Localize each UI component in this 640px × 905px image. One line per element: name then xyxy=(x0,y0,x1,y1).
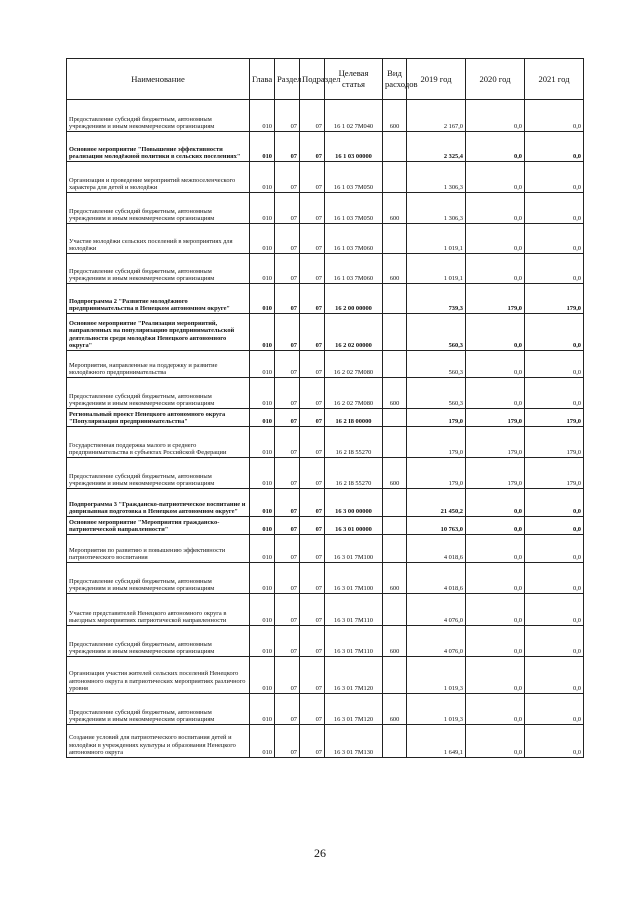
cell-glava: 010 xyxy=(250,378,275,409)
cell-name: Предоставление субсидий бюджетным, автономным учреждениям и иным некоммерческим организациям xyxy=(67,254,250,284)
table-row xyxy=(67,100,584,132)
cell-y2020: 0,0 xyxy=(466,314,525,351)
cell-podrazdel: 07 xyxy=(300,132,325,162)
cell-name: Предоставление субсидий бюджетным, автономным учреждениям и иным некоммерческим организациям xyxy=(67,694,250,725)
cell-vid xyxy=(383,284,407,314)
cell-y2020: 0,0 xyxy=(466,193,525,224)
cell-vid xyxy=(383,489,407,517)
cell-vid xyxy=(383,162,407,193)
cell-y2020: 0,0 xyxy=(466,132,525,162)
cell-vid: 600 xyxy=(383,694,407,725)
cell-name: Региональный проект Ненецкого автономного округа "Популяризация предпринимательства" xyxy=(67,409,250,427)
cell-name: Организация участия жителей сельских поселений Ненецкого автономного округа в патриотических мероприятиях различного уровня xyxy=(67,657,250,694)
cell-y2019: 2 325,4 xyxy=(407,132,466,162)
cell-y2020: 0,0 xyxy=(466,563,525,594)
cell-glava: 010 xyxy=(250,284,275,314)
cell-razdel: 07 xyxy=(275,489,300,517)
table-row xyxy=(67,409,584,427)
cell-name: Предоставление субсидий бюджетным, автономным учреждениям и иным некоммерческим организациям xyxy=(67,378,250,409)
cell-glava: 010 xyxy=(250,694,275,725)
cell-y2019: 179,0 xyxy=(407,409,466,427)
table-row xyxy=(67,132,584,162)
table-row xyxy=(67,162,584,193)
header-2021: 2021 год xyxy=(525,59,584,100)
cell-razdel: 07 xyxy=(275,725,300,758)
cell-glava: 010 xyxy=(250,458,275,489)
cell-glava: 010 xyxy=(250,657,275,694)
cell-y2021: 0,0 xyxy=(525,378,584,409)
cell-y2020: 0,0 xyxy=(466,100,525,132)
header-glava: Глава xyxy=(250,59,275,100)
cell-podrazdel: 07 xyxy=(300,224,325,254)
cell-y2020: 0,0 xyxy=(466,351,525,378)
cell-vid: 600 xyxy=(383,563,407,594)
header-2019: 2019 год xyxy=(407,59,466,100)
cell-y2021: 0,0 xyxy=(525,594,584,626)
cell-target: 16 3 01 7М120 xyxy=(325,657,383,694)
cell-razdel: 07 xyxy=(275,458,300,489)
cell-razdel: 07 xyxy=(275,162,300,193)
cell-y2019: 1 649,1 xyxy=(407,725,466,758)
cell-y2021: 0,0 xyxy=(525,224,584,254)
cell-vid: 600 xyxy=(383,626,407,657)
cell-y2020: 0,0 xyxy=(466,378,525,409)
cell-glava: 010 xyxy=(250,535,275,563)
cell-target: 16 2 I8 55270 xyxy=(325,458,383,489)
cell-y2019: 1 019,3 xyxy=(407,694,466,725)
cell-target: 16 3 01 7М130 xyxy=(325,725,383,758)
cell-y2020: 0,0 xyxy=(466,489,525,517)
cell-y2021: 0,0 xyxy=(525,314,584,351)
cell-podrazdel: 07 xyxy=(300,284,325,314)
cell-vid: 600 xyxy=(383,458,407,489)
cell-y2019: 560,3 xyxy=(407,351,466,378)
cell-vid xyxy=(383,314,407,351)
table-row xyxy=(67,378,584,409)
cell-y2019: 739,3 xyxy=(407,284,466,314)
cell-vid xyxy=(383,594,407,626)
cell-podrazdel: 07 xyxy=(300,427,325,458)
cell-name: Подпрограмма 3 "Гражданско-патриотическое воспитание и допризывная подготовка в Ненецком автономном округе" xyxy=(67,489,250,517)
cell-y2021: 179,0 xyxy=(525,284,584,314)
cell-vid xyxy=(383,351,407,378)
cell-target: 16 2 02 7М080 xyxy=(325,378,383,409)
cell-name: Предоставление субсидий бюджетным, автономным учреждениям и иным некоммерческим организациям xyxy=(67,458,250,489)
table-row xyxy=(67,694,584,725)
table-row xyxy=(67,626,584,657)
cell-target: 16 1 03 00000 xyxy=(325,132,383,162)
cell-podrazdel: 07 xyxy=(300,517,325,535)
cell-name: Подпрограмма 2 "Развитие молодёжного предпринимательства в Ненецком автономном округе" xyxy=(67,284,250,314)
table-row xyxy=(67,517,584,535)
table-row xyxy=(67,535,584,563)
cell-name: Предоставление субсидий бюджетным, автономным учреждениям и иным некоммерческим организациям xyxy=(67,193,250,224)
cell-glava: 010 xyxy=(250,409,275,427)
cell-name: Основное мероприятие "Мероприятия гражданско-патриотической направленности" xyxy=(67,517,250,535)
cell-glava: 010 xyxy=(250,489,275,517)
cell-razdel: 07 xyxy=(275,517,300,535)
header-podrazdel: Подраздел xyxy=(300,59,325,100)
cell-target: 16 1 03 7М060 xyxy=(325,224,383,254)
cell-name: Государственная поддержка малого и среднего предпринимательства в субъектах Российской Федерации xyxy=(67,427,250,458)
cell-podrazdel: 07 xyxy=(300,100,325,132)
cell-podrazdel: 07 xyxy=(300,458,325,489)
cell-podrazdel: 07 xyxy=(300,535,325,563)
cell-y2021: 0,0 xyxy=(525,517,584,535)
cell-y2021: 0,0 xyxy=(525,351,584,378)
cell-podrazdel: 07 xyxy=(300,657,325,694)
cell-razdel: 07 xyxy=(275,351,300,378)
cell-y2019: 560,3 xyxy=(407,314,466,351)
cell-razdel: 07 xyxy=(275,100,300,132)
cell-razdel: 07 xyxy=(275,284,300,314)
header-target: Целевая статья xyxy=(325,59,383,100)
cell-y2019: 1 019,1 xyxy=(407,254,466,284)
cell-podrazdel: 07 xyxy=(300,378,325,409)
cell-y2021: 0,0 xyxy=(525,535,584,563)
cell-glava: 010 xyxy=(250,314,275,351)
cell-glava: 010 xyxy=(250,162,275,193)
cell-glava: 010 xyxy=(250,594,275,626)
cell-vid: 600 xyxy=(383,100,407,132)
cell-target: 16 3 01 7М120 xyxy=(325,694,383,725)
cell-glava: 010 xyxy=(250,427,275,458)
cell-razdel: 07 xyxy=(275,132,300,162)
cell-y2020: 0,0 xyxy=(466,535,525,563)
cell-vid xyxy=(383,657,407,694)
cell-target: 16 2 I8 00000 xyxy=(325,409,383,427)
cell-vid xyxy=(383,427,407,458)
cell-y2020: 0,0 xyxy=(466,657,525,694)
cell-target: 16 2 I8 55270 xyxy=(325,427,383,458)
cell-vid xyxy=(383,535,407,563)
cell-glava: 010 xyxy=(250,132,275,162)
cell-vid: 600 xyxy=(383,193,407,224)
table-row xyxy=(67,657,584,694)
header-2020: 2020 год xyxy=(466,59,525,100)
cell-glava: 010 xyxy=(250,563,275,594)
cell-y2021: 0,0 xyxy=(525,162,584,193)
cell-razdel: 07 xyxy=(275,409,300,427)
cell-razdel: 07 xyxy=(275,694,300,725)
table-row xyxy=(67,725,584,758)
cell-target: 16 2 02 00000 xyxy=(325,314,383,351)
cell-y2019: 560,3 xyxy=(407,378,466,409)
cell-target: 16 1 03 7М050 xyxy=(325,162,383,193)
table-row xyxy=(67,254,584,284)
cell-y2019: 21 450,2 xyxy=(407,489,466,517)
cell-target: 16 2 02 7М080 xyxy=(325,351,383,378)
cell-y2020: 0,0 xyxy=(466,626,525,657)
cell-target: 16 3 01 7М100 xyxy=(325,563,383,594)
cell-name: Предоставление субсидий бюджетным, автономным учреждениям и иным некоммерческим организациям xyxy=(67,626,250,657)
cell-glava: 010 xyxy=(250,351,275,378)
cell-podrazdel: 07 xyxy=(300,626,325,657)
cell-y2019: 1 019,1 xyxy=(407,224,466,254)
budget-table-page xyxy=(66,58,583,758)
cell-target: 16 3 01 00000 xyxy=(325,517,383,535)
cell-podrazdel: 07 xyxy=(300,694,325,725)
cell-vid: 600 xyxy=(383,254,407,284)
header-name: Наименование xyxy=(67,59,250,100)
cell-y2019: 1 019,3 xyxy=(407,657,466,694)
cell-y2021: 0,0 xyxy=(525,254,584,284)
cell-target: 16 2 00 00000 xyxy=(325,284,383,314)
table-row xyxy=(67,284,584,314)
cell-y2021: 0,0 xyxy=(525,725,584,758)
cell-name: Основное мероприятие "Реализация мероприятий, направленных на популяризацию предпринимательской деятельности среди молодёжи Ненецкого автономного округа" xyxy=(67,314,250,351)
page-number: 26 xyxy=(314,846,326,860)
cell-y2021: 0,0 xyxy=(525,132,584,162)
cell-razdel: 07 xyxy=(275,535,300,563)
table-header-row xyxy=(67,59,584,100)
table-row xyxy=(67,489,584,517)
cell-glava: 010 xyxy=(250,725,275,758)
cell-podrazdel: 07 xyxy=(300,563,325,594)
cell-y2019: 179,0 xyxy=(407,458,466,489)
cell-y2021: 0,0 xyxy=(525,193,584,224)
cell-y2021: 179,0 xyxy=(525,458,584,489)
cell-glava: 010 xyxy=(250,193,275,224)
cell-podrazdel: 07 xyxy=(300,351,325,378)
cell-name: Создание условий для патриотического воспитания детей и молодёжи в учреждениях культуры и образования Ненецкого автономного округа xyxy=(67,725,250,758)
cell-razdel: 07 xyxy=(275,193,300,224)
cell-name: Мероприятия по развитию и повышению эффективности патриотического воспитания xyxy=(67,535,250,563)
cell-y2021: 0,0 xyxy=(525,694,584,725)
cell-name: Организация и проведение мероприятий межпоселенческого характера для детей и молодёжи xyxy=(67,162,250,193)
cell-vid xyxy=(383,725,407,758)
cell-razdel: 07 xyxy=(275,657,300,694)
cell-y2021: 0,0 xyxy=(525,657,584,694)
cell-vid: 600 xyxy=(383,378,407,409)
table-row xyxy=(67,193,584,224)
cell-y2020: 0,0 xyxy=(466,224,525,254)
cell-y2020: 0,0 xyxy=(466,517,525,535)
cell-y2020: 0,0 xyxy=(466,254,525,284)
cell-podrazdel: 07 xyxy=(300,254,325,284)
cell-podrazdel: 07 xyxy=(300,314,325,351)
budget-table xyxy=(66,58,584,758)
cell-glava: 010 xyxy=(250,100,275,132)
cell-name: Участие молодёжи сельских поселений в мероприятиях для молодёжи xyxy=(67,224,250,254)
cell-y2020: 179,0 xyxy=(466,284,525,314)
table-row xyxy=(67,427,584,458)
cell-razdel: 07 xyxy=(275,378,300,409)
cell-y2021: 0,0 xyxy=(525,626,584,657)
cell-podrazdel: 07 xyxy=(300,594,325,626)
cell-podrazdel: 07 xyxy=(300,725,325,758)
table-row xyxy=(67,224,584,254)
header-vid: Вид расходов xyxy=(383,59,407,100)
cell-y2021: 179,0 xyxy=(525,409,584,427)
cell-razdel: 07 xyxy=(275,224,300,254)
cell-y2019: 2 167,0 xyxy=(407,100,466,132)
table-body xyxy=(67,100,584,758)
cell-name: Предоставление субсидий бюджетным, автономным учреждениям и иным некоммерческим организациям xyxy=(67,100,250,132)
cell-vid xyxy=(383,409,407,427)
cell-target: 16 3 00 00000 xyxy=(325,489,383,517)
cell-y2020: 179,0 xyxy=(466,409,525,427)
cell-razdel: 07 xyxy=(275,254,300,284)
cell-target: 16 3 01 7М110 xyxy=(325,626,383,657)
cell-target: 16 1 02 7М040 xyxy=(325,100,383,132)
table-row xyxy=(67,351,584,378)
cell-name: Предоставление субсидий бюджетным, автономным учреждениям и иным некоммерческим организациям xyxy=(67,563,250,594)
cell-y2020: 179,0 xyxy=(466,427,525,458)
cell-glava: 010 xyxy=(250,517,275,535)
cell-podrazdel: 07 xyxy=(300,409,325,427)
cell-y2019: 4 076,0 xyxy=(407,594,466,626)
cell-podrazdel: 07 xyxy=(300,193,325,224)
cell-y2019: 4 076,0 xyxy=(407,626,466,657)
cell-target: 16 1 03 7М050 xyxy=(325,193,383,224)
table-row xyxy=(67,314,584,351)
cell-razdel: 07 xyxy=(275,594,300,626)
cell-y2020: 0,0 xyxy=(466,694,525,725)
cell-y2019: 4 018,6 xyxy=(407,563,466,594)
table-row xyxy=(67,458,584,489)
cell-vid xyxy=(383,517,407,535)
cell-target: 16 1 03 7М060 xyxy=(325,254,383,284)
cell-razdel: 07 xyxy=(275,427,300,458)
cell-name: Основное мероприятие "Повышение эффективности реализации молодёжной политики в сельских поселениях" xyxy=(67,132,250,162)
cell-name: Мероприятия, направленные на поддержку и развитие молодёжного предпринимательства xyxy=(67,351,250,378)
cell-y2019: 1 306,3 xyxy=(407,193,466,224)
cell-glava: 010 xyxy=(250,224,275,254)
header-razdel: Раздел xyxy=(275,59,300,100)
cell-vid xyxy=(383,132,407,162)
cell-razdel: 07 xyxy=(275,563,300,594)
cell-y2021: 0,0 xyxy=(525,489,584,517)
cell-y2021: 179,0 xyxy=(525,427,584,458)
cell-podrazdel: 07 xyxy=(300,489,325,517)
table-row xyxy=(67,563,584,594)
cell-y2020: 0,0 xyxy=(466,725,525,758)
cell-y2021: 0,0 xyxy=(525,563,584,594)
cell-razdel: 07 xyxy=(275,626,300,657)
cell-y2020: 0,0 xyxy=(466,594,525,626)
cell-razdel: 07 xyxy=(275,314,300,351)
cell-y2019: 1 306,3 xyxy=(407,162,466,193)
cell-vid xyxy=(383,224,407,254)
cell-podrazdel: 07 xyxy=(300,162,325,193)
cell-glava: 010 xyxy=(250,254,275,284)
cell-y2019: 179,0 xyxy=(407,427,466,458)
cell-target: 16 3 01 7М100 xyxy=(325,535,383,563)
cell-glava: 010 xyxy=(250,626,275,657)
cell-y2019: 10 763,0 xyxy=(407,517,466,535)
cell-y2020: 179,0 xyxy=(466,458,525,489)
cell-y2020: 0,0 xyxy=(466,162,525,193)
table-row xyxy=(67,594,584,626)
cell-target: 16 3 01 7М110 xyxy=(325,594,383,626)
cell-y2021: 0,0 xyxy=(525,100,584,132)
cell-y2019: 4 018,6 xyxy=(407,535,466,563)
cell-name: Участие представителей Ненецкого автономного округа в выездных мероприятиях патриотической направленности xyxy=(67,594,250,626)
